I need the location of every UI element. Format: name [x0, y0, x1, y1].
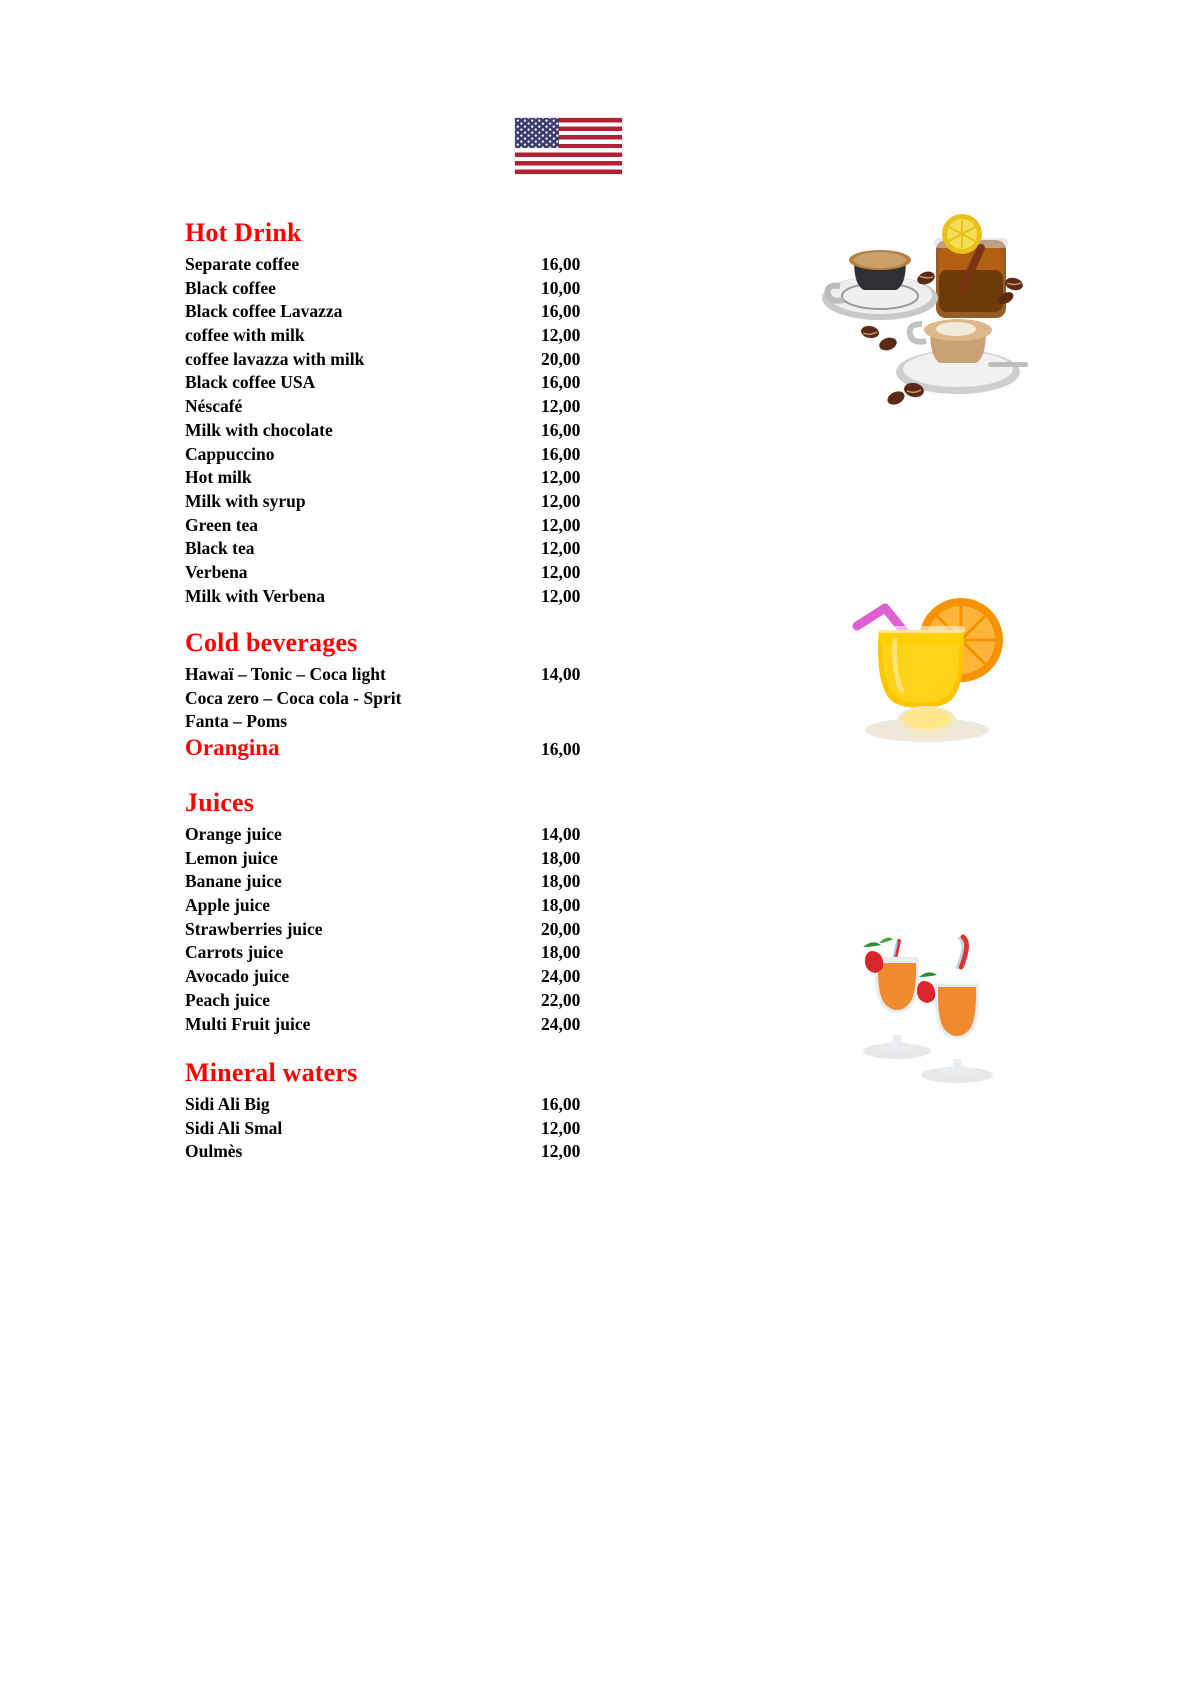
menu-item-row [185, 734, 665, 762]
menu-item-row [185, 663, 665, 687]
menu-item-row [185, 277, 665, 301]
menu-item-name: coffee lavazza with milk [185, 348, 365, 369]
menu-item-name: Green tea [185, 514, 259, 535]
menu-item-price: 18,00 [541, 847, 581, 868]
menu-item-row [185, 419, 665, 443]
section-title-mineral-waters: Mineral waters [185, 1058, 358, 1087]
menu-item-name: Milk with chocolate [185, 419, 333, 440]
menu-item-row [185, 561, 665, 585]
menu-item-name: Coca zero – Coca cola - Sprit [185, 687, 402, 708]
menu-item-row [185, 823, 665, 847]
menu-item-price: 24,00 [541, 1013, 581, 1034]
usa-flag [515, 118, 622, 174]
menu-item-price: 12,00 [541, 325, 581, 346]
section-title-juices: Juices [185, 788, 255, 817]
cold-beverages-rows [185, 663, 665, 762]
menu-item-name: Apple juice [185, 895, 271, 916]
mineral-waters-rows [185, 1093, 665, 1164]
menu-item-name: Milk with syrup [185, 490, 306, 511]
menu-item-name: Carrots juice [185, 942, 284, 963]
menu-item-name: Cappuccino [185, 443, 275, 464]
menu-item-price: 12,00 [541, 490, 581, 511]
menu-item-price: 12,00 [541, 561, 581, 582]
strawberry-carrot-juice-glasses-photo [853, 933, 999, 1083]
menu-item-name: Milk with Verbena [185, 585, 326, 606]
menu-item-row [185, 466, 665, 490]
menu-item-price: 24,00 [541, 966, 581, 987]
menu-item-name: Avocado juice [185, 966, 290, 987]
menu-item-price: 20,00 [541, 918, 581, 939]
menu-item-name: Fanta – Poms [185, 711, 288, 732]
menu-item-price: 12,00 [541, 1117, 581, 1138]
menu-item-price: 16,00 [541, 254, 581, 274]
menu-item-row [185, 300, 665, 324]
menu-item-price: 16,00 [541, 1094, 581, 1114]
menu-item-name: Multi Fruit juice [185, 1013, 311, 1034]
menu-item-price: 12,00 [541, 538, 581, 559]
menu-item-price: 12,00 [541, 467, 581, 488]
section-hot-drinks [185, 218, 665, 608]
menu-item-row [185, 324, 665, 348]
menu-item-price: 10,00 [541, 277, 581, 298]
section-mineral-waters [185, 1058, 665, 1164]
menu-item-row [185, 537, 665, 561]
menu-item-price: 16,00 [541, 419, 581, 440]
menu-item-price: 12,00 [541, 514, 581, 535]
menu-item-price: 12,00 [541, 396, 581, 417]
menu-item-name: Sidi Ali Big [185, 1094, 270, 1114]
menu-item-price: 18,00 [541, 895, 581, 916]
menu-item-row [185, 1140, 665, 1164]
menu-item-row [185, 253, 665, 277]
menu-item-price: 20,00 [541, 348, 581, 369]
menu-item-row [185, 847, 665, 871]
menu-item-price: 14,00 [541, 664, 581, 684]
menu-item-name: Black coffee Lavazza [185, 301, 343, 322]
menu-item-row [185, 870, 665, 894]
menu-item-name: Orangina [185, 735, 280, 761]
menu-item-row [185, 348, 665, 372]
menu-item-row [185, 687, 665, 711]
menu-item-price: 12,00 [541, 1141, 581, 1162]
juices-rows [185, 823, 665, 1036]
menu-item-row [185, 941, 665, 965]
menu-item-name: Sidi Ali Smal [185, 1117, 283, 1138]
orange-juice-glass-photo [843, 578, 1011, 748]
menu-item-name: Black tea [185, 538, 255, 559]
menu-item-row [185, 1013, 665, 1037]
menu-item-row [185, 894, 665, 918]
menu-item-row [185, 443, 665, 467]
menu-item-name: Banane juice [185, 871, 282, 892]
menu-item-name: Hawaï – Tonic – Coca light [185, 664, 386, 684]
menu-item-price: 18,00 [541, 871, 581, 892]
menu-item-row [185, 395, 665, 419]
menu-item-price: 16,00 [541, 372, 581, 393]
menu-item-row [185, 371, 665, 395]
menu-item-price: 18,00 [541, 942, 581, 963]
menu-item-row [185, 710, 665, 734]
menu-item-name: Strawberries juice [185, 918, 323, 939]
menu-item-name: Black coffee [185, 277, 276, 298]
section-cold-beverages [185, 628, 665, 762]
menu-item-name: Verbena [185, 561, 248, 582]
hot-drinks-rows [185, 253, 665, 608]
menu-item-price: 16,00 [541, 739, 581, 760]
section-juices [185, 788, 665, 1036]
section-title-hot-drinks: Hot Drink [185, 218, 302, 247]
menu-item-name: Oulmès [185, 1141, 243, 1162]
menu-item-row [185, 585, 665, 609]
menu-item-row [185, 965, 665, 989]
menu-item-row [185, 490, 665, 514]
menu-item-name: Orange juice [185, 824, 282, 844]
menu-item-price: 16,00 [541, 301, 581, 322]
section-title-cold-beverages: Cold beverages [185, 628, 358, 657]
menu-item-price: 12,00 [541, 585, 581, 606]
menu-item-name: Néscafé [185, 396, 243, 417]
menu-item-name: Hot milk [185, 467, 252, 488]
espresso-tea-cappuccino-photo [818, 212, 1030, 410]
menu-item-name: Peach juice [185, 989, 271, 1010]
menu-item-row [185, 1093, 665, 1117]
menu-item-row [185, 1117, 665, 1141]
menu-item-price: 14,00 [541, 824, 581, 844]
menu-item-row [185, 514, 665, 538]
menu-item-price: 22,00 [541, 989, 581, 1010]
menu-item-name: Separate coffee [185, 254, 300, 274]
menu-item-price: 16,00 [541, 443, 581, 464]
menu-item-row [185, 918, 665, 942]
usa-flag-canton-stars [515, 118, 559, 148]
menu-item-name: Lemon juice [185, 847, 278, 868]
menu-item-row [185, 989, 665, 1013]
menu-item-name: coffee with milk [185, 325, 305, 346]
menu-item-name: Black coffee USA [185, 372, 316, 393]
